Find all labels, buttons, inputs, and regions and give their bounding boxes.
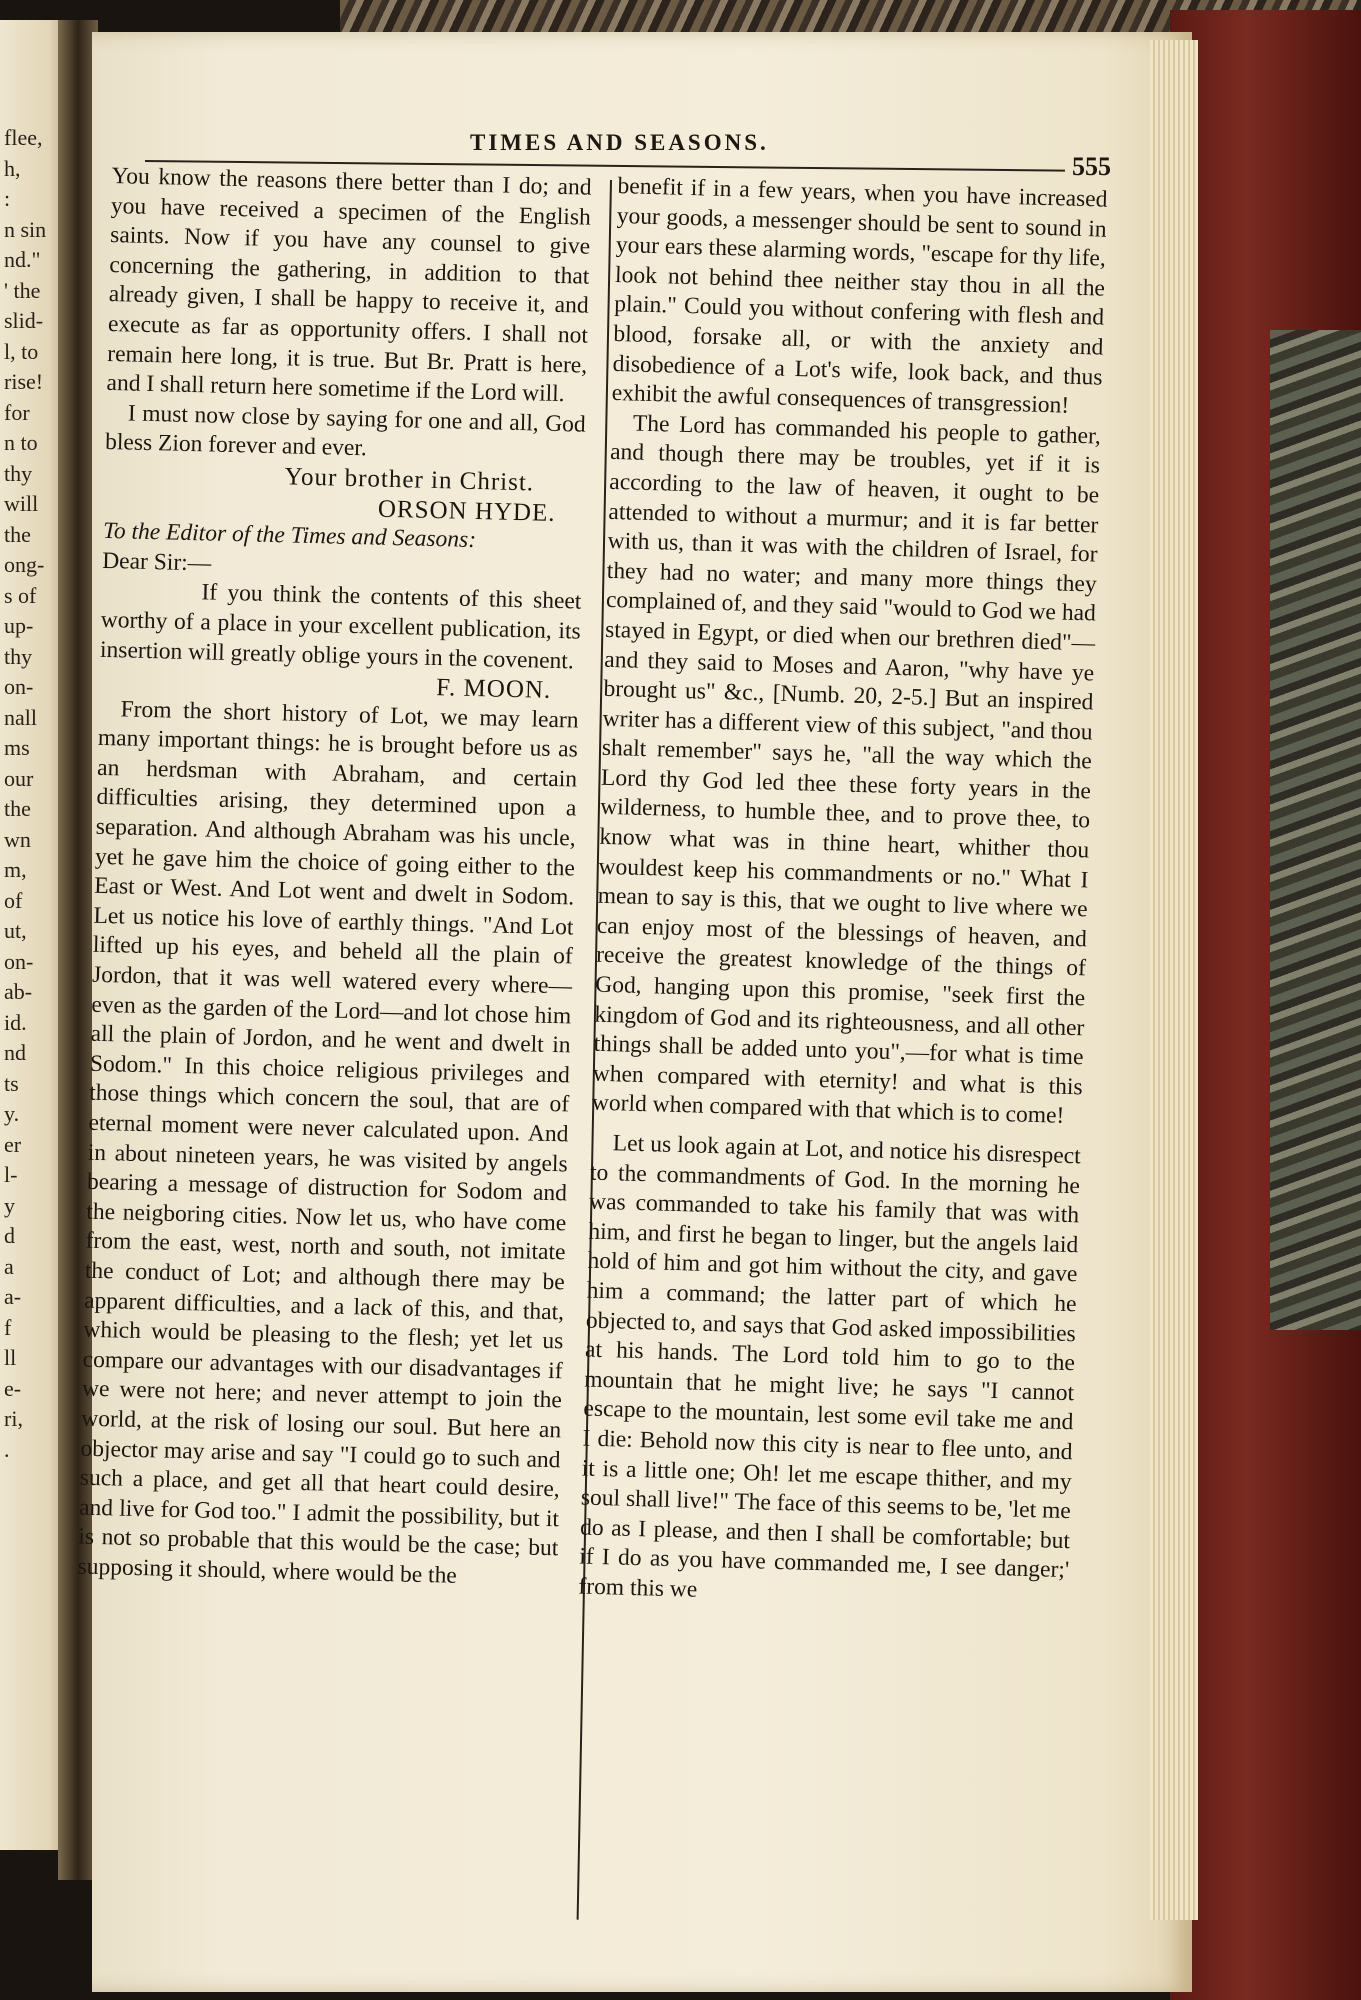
page-number: 555	[1072, 152, 1111, 181]
facing-page-fragment: ll	[4, 1345, 17, 1370]
facing-page-fragment: flee,	[4, 125, 43, 150]
letter-closing: Your brother in Christ.	[284, 463, 535, 497]
facing-page-fragment: f	[4, 1314, 12, 1340]
facing-page-fragment: y.	[4, 1101, 20, 1126]
facing-page-fragment: ong-	[4, 552, 45, 577]
facing-page-fragment: up-	[4, 613, 34, 638]
facing-page-fragment: d	[4, 1223, 15, 1248]
letter-paragraph-3: If you think the contents of this sheet worthy of a place in your excellent publication, its insertion will greatly oblige yours in the covenent.	[99, 579, 582, 674]
facing-page-fragment: ut,	[4, 918, 27, 943]
article-paragraph-4: Let us look again at Lot, and notice his disrespect to the commandments of God. In the morning he was commanded to take his family that was with him, and first he began to linger, but the angels laid hold of him and got him without the city, and gave him a command; the latter part of which he objected to, and says that God asked impossibilities at his hands. The Lord told him to go to the mountain that he might live; he says "I cannot escape to the mountain, lest some evil take me and I die: Behold now this city is near to flee unto, and it is a little one; Oh! let me escape thither, and my soul shall live!" The face of this seems to be, 'let me do as I please, and then I shall be comfortable; but if I do as you have commanded me, I see danger;' from this we	[578, 1130, 1082, 1603]
facing-page-fragment: y	[4, 1192, 15, 1218]
facing-page-fragment: nall	[4, 704, 37, 730]
letter-signature: ORSON HYDE.	[377, 495, 556, 527]
facing-page-fragment: n sin	[4, 216, 47, 242]
facing-page-fragment: m,	[4, 857, 27, 882]
facing-page-fragment: thy	[4, 460, 33, 486]
marbled-board-right	[1270, 330, 1361, 1330]
left-column	[77, 162, 592, 1594]
facing-page-fragment: ri,	[4, 1406, 23, 1431]
letter-salutation: Dear Sir:—	[101, 547, 212, 577]
facing-page-fragment: er	[4, 1131, 22, 1157]
facing-page-fragment: id.	[4, 1009, 27, 1035]
facing-page-fragment: a-	[4, 1284, 22, 1309]
letter-paragraph-2: I must now close by saying for one and all, God bless Zion forever and ever.	[104, 400, 587, 462]
facing-page-fragment: rise!	[4, 369, 44, 394]
page-edges	[1150, 40, 1198, 1920]
running-header: TIMES AND SEASONS.	[470, 130, 769, 155]
facing-page-fragment: of	[4, 887, 23, 913]
facing-page-fragment: will	[4, 491, 39, 516]
letter-address: To the Editor of the Times and Seasons:	[102, 518, 477, 554]
facing-page-fragment: .	[4, 1436, 10, 1462]
facing-page-fragment: our	[4, 765, 34, 791]
facing-page-fragment: s of	[4, 582, 37, 608]
facing-page-fragment: l, to	[4, 338, 39, 364]
article-paragraph-3: The Lord has commanded his people to gather, and though there may be troubles, yet if it is according to the law of heaven, it ought to be attended to without a murmur; and it is far better with us, than it was with the children of Israel, for they had no water; and many more things they complained of, and they said "would to God we had stayed in Egypt, or died when our brethren died"—and they said to Moses and Aaron, "why have ye brought us" &c., [Numb. 20, 2-5.] But an inspired writer has a different view of this subject, "and thou shalt remember" says he, "all the way which the Lord thy God led thee these forty years in the wilderness, to humble thee, and to prove thee, to know what was in thine heart, whither thou wouldest keep his commandments or no." What I mean to say is this, that we ought to live where we can enjoy most of the blessings of heaven, and receive the greatest knowledge of the things of God, hanging upon this promise, "seek first the kingdom of God and its righteousness, and all other things shall be added unto you",—for what is time when compared with eternity! and what is this world when compared with that which is to come!	[591, 410, 1102, 1130]
letter-paragraph-1: You know the reasons there better than I do; and you have received a specimen of the English saints. Now if you have any counsel to give concerning the gathering, in addition to that already given, I shall be happy to receive it, and execute as far as opportunity offers. I shall not remain here long, it is true. But Br. Pratt is here, and I shall return here sometime if the Lord will.	[106, 162, 592, 408]
facing-page-fragment: nd."	[4, 247, 41, 272]
facing-page-fragment: thy	[4, 643, 33, 669]
facing-page-fragment: slid-	[4, 308, 44, 333]
facing-page-fragment: ' the	[4, 277, 41, 303]
facing-page-fragment: :	[4, 186, 11, 211]
facing-page-fragment: on-	[4, 948, 34, 974]
facing-page-fragment: e-	[4, 1375, 22, 1401]
facing-page-fragment: the	[4, 796, 31, 821]
article-paragraph-1: From the short history of Lot, we may learn many important things: he is brought before us as an herdsman with Abraham, and certain difficulties arising, they determined upon a separation. And although Abraham was his uncle, yet he gave him the choice of going either to the East or West. And Lot went and dwelt in Sodom. Let us notice his love of earthly things. "And Lot lifted up his eyes, and beheld all the plain of Jordon, that it was well watered every where—even as the garden of the Lord—and lot chose him all the plain of Jordon, and he went and dwelt in Sodom." In this choice religious privileges and those things which concern the soul, that are of eternal moment were never calculated upon. And in about nineteen years, he was visited by angels bearing a message of distruction for Sodom and the neigboring cities. Now let us, who have come from the east, west, north and south, not imitate the conduct of Lot; and although there may be apparent difficulties, and a lack of this, and that, which would be pleasing to the flesh; yet let us compare our advantages with our disadvantages if we were not here; and never attempt to join the world, at the risk of losing our soul. But here an objector may arise and say "I could go to such and such a place, and get all that heart could desire, and live for God too." I admit the possibility, but it is not so probable that this would be the case; but supposing it should, where would be the	[77, 696, 579, 1589]
facing-page-fragment: for	[4, 399, 30, 425]
facing-page-fragment: ts	[4, 1070, 19, 1096]
right-column	[578, 172, 1108, 1616]
facing-page-fragment: wn	[4, 826, 31, 852]
facing-page-fragment: ms	[4, 735, 30, 760]
facing-page-fragment: n to	[4, 430, 38, 455]
facing-page-fragment: a	[4, 1253, 14, 1279]
facing-page-fragment: ab-	[4, 979, 33, 1004]
facing-page-fragment: on-	[4, 674, 34, 699]
letter-signature-2: F. MOON.	[435, 674, 552, 704]
facing-page-fragment: the	[4, 521, 31, 547]
facing-page-fragment: h,	[4, 155, 21, 181]
article-paragraph-2: benefit if in a few years, when you have increased your goods, a messenger should be sent to sound in your ears these alarming words, "escape for thy life, look not behind thee neither stay thou in all the plain." Could you without confering with flesh and blood, forsake all, or with the anxiety and disobedience of a Lot's wife, look back, and thus exhibit the awful consequences of transgression!	[611, 172, 1108, 419]
facing-page-fragment: l-	[4, 1162, 18, 1187]
facing-page-fragment: nd	[4, 1040, 26, 1065]
